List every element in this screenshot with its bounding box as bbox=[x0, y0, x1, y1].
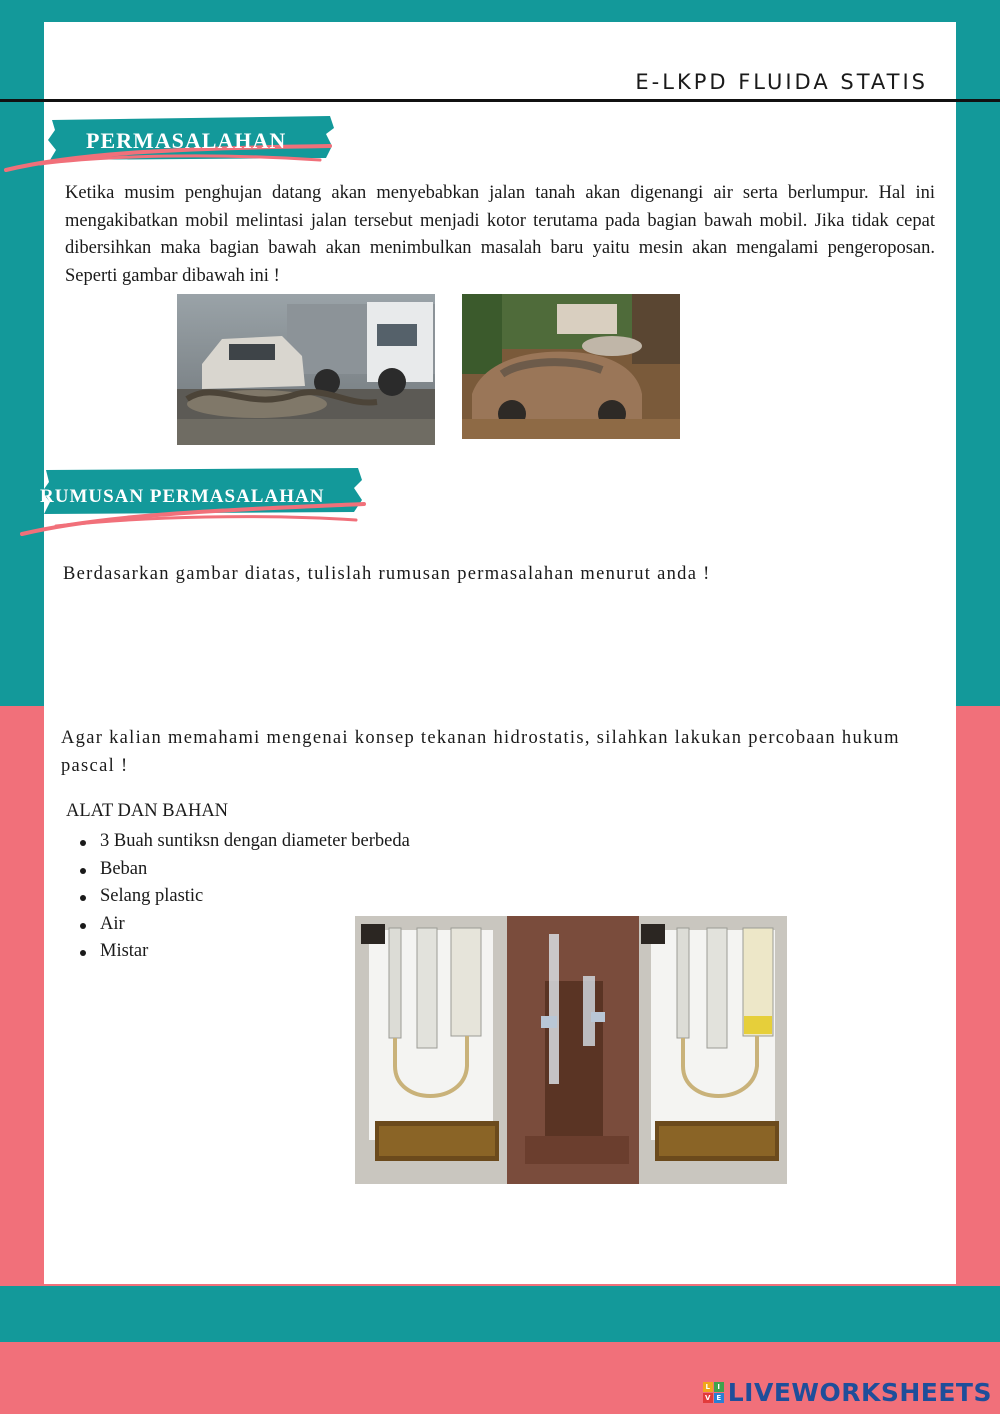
header-title: E-LKPD FLUIDA STATIS bbox=[635, 70, 928, 94]
logo-text: LIVEWORKSHEETS bbox=[727, 1378, 992, 1407]
header-divider bbox=[0, 99, 1000, 102]
problem-paragraph: Ketika musim penghujan datang akan menyebabkan jalan tanah akan digenangi air serta berlumpur. Hal ini mengakibatkan mobil melintasi jalan tersebut menjadi kotor terutama pada bagian bawah mobil. Jika tidak cepat dibersihkan maka bagian bawah akan menimbulkan masalah baru yaitu mesin akan mengalami pengeroposan. Seperti gambar dibawah ini ! bbox=[65, 183, 935, 286]
section-heading-permasalahan: PERMASALAHAN bbox=[86, 128, 287, 153]
logo-grid-icon: L I V E bbox=[703, 1382, 724, 1403]
list-item: Mistar bbox=[100, 938, 410, 966]
liveworksheets-logo bbox=[703, 1378, 992, 1407]
photo-cars-buried-in-mud bbox=[462, 294, 680, 439]
tools-list-title: ALAT DAN BAHAN bbox=[66, 801, 229, 821]
section-heading-rumusan-permasalahan: RUMUSAN PERMASALAHAN bbox=[40, 486, 325, 507]
list-item: 3 Buah suntiksn dengan diameter berbeda bbox=[100, 828, 410, 856]
bullet-icon bbox=[80, 840, 86, 846]
list-item: Beban bbox=[100, 856, 410, 884]
photo-pascal-syringe-apparatus bbox=[355, 916, 787, 1184]
instruction-rumusan: Berdasarkan gambar diatas, tulislah rumusan permasalahan menurut anda ! bbox=[63, 564, 711, 584]
bullet-icon bbox=[80, 868, 86, 874]
bullet-icon bbox=[80, 923, 86, 929]
experiment-intro: Agar kalian memahami mengenai konsep tekanan hidrostatis, silahkan lakukan percobaan hukum pascal ! bbox=[61, 728, 900, 776]
list-item: Air bbox=[100, 911, 410, 939]
background-teal-bottom bbox=[0, 1286, 1000, 1342]
photo-car-splashing-mud bbox=[177, 294, 435, 445]
list-item: Selang plastic bbox=[100, 883, 410, 911]
